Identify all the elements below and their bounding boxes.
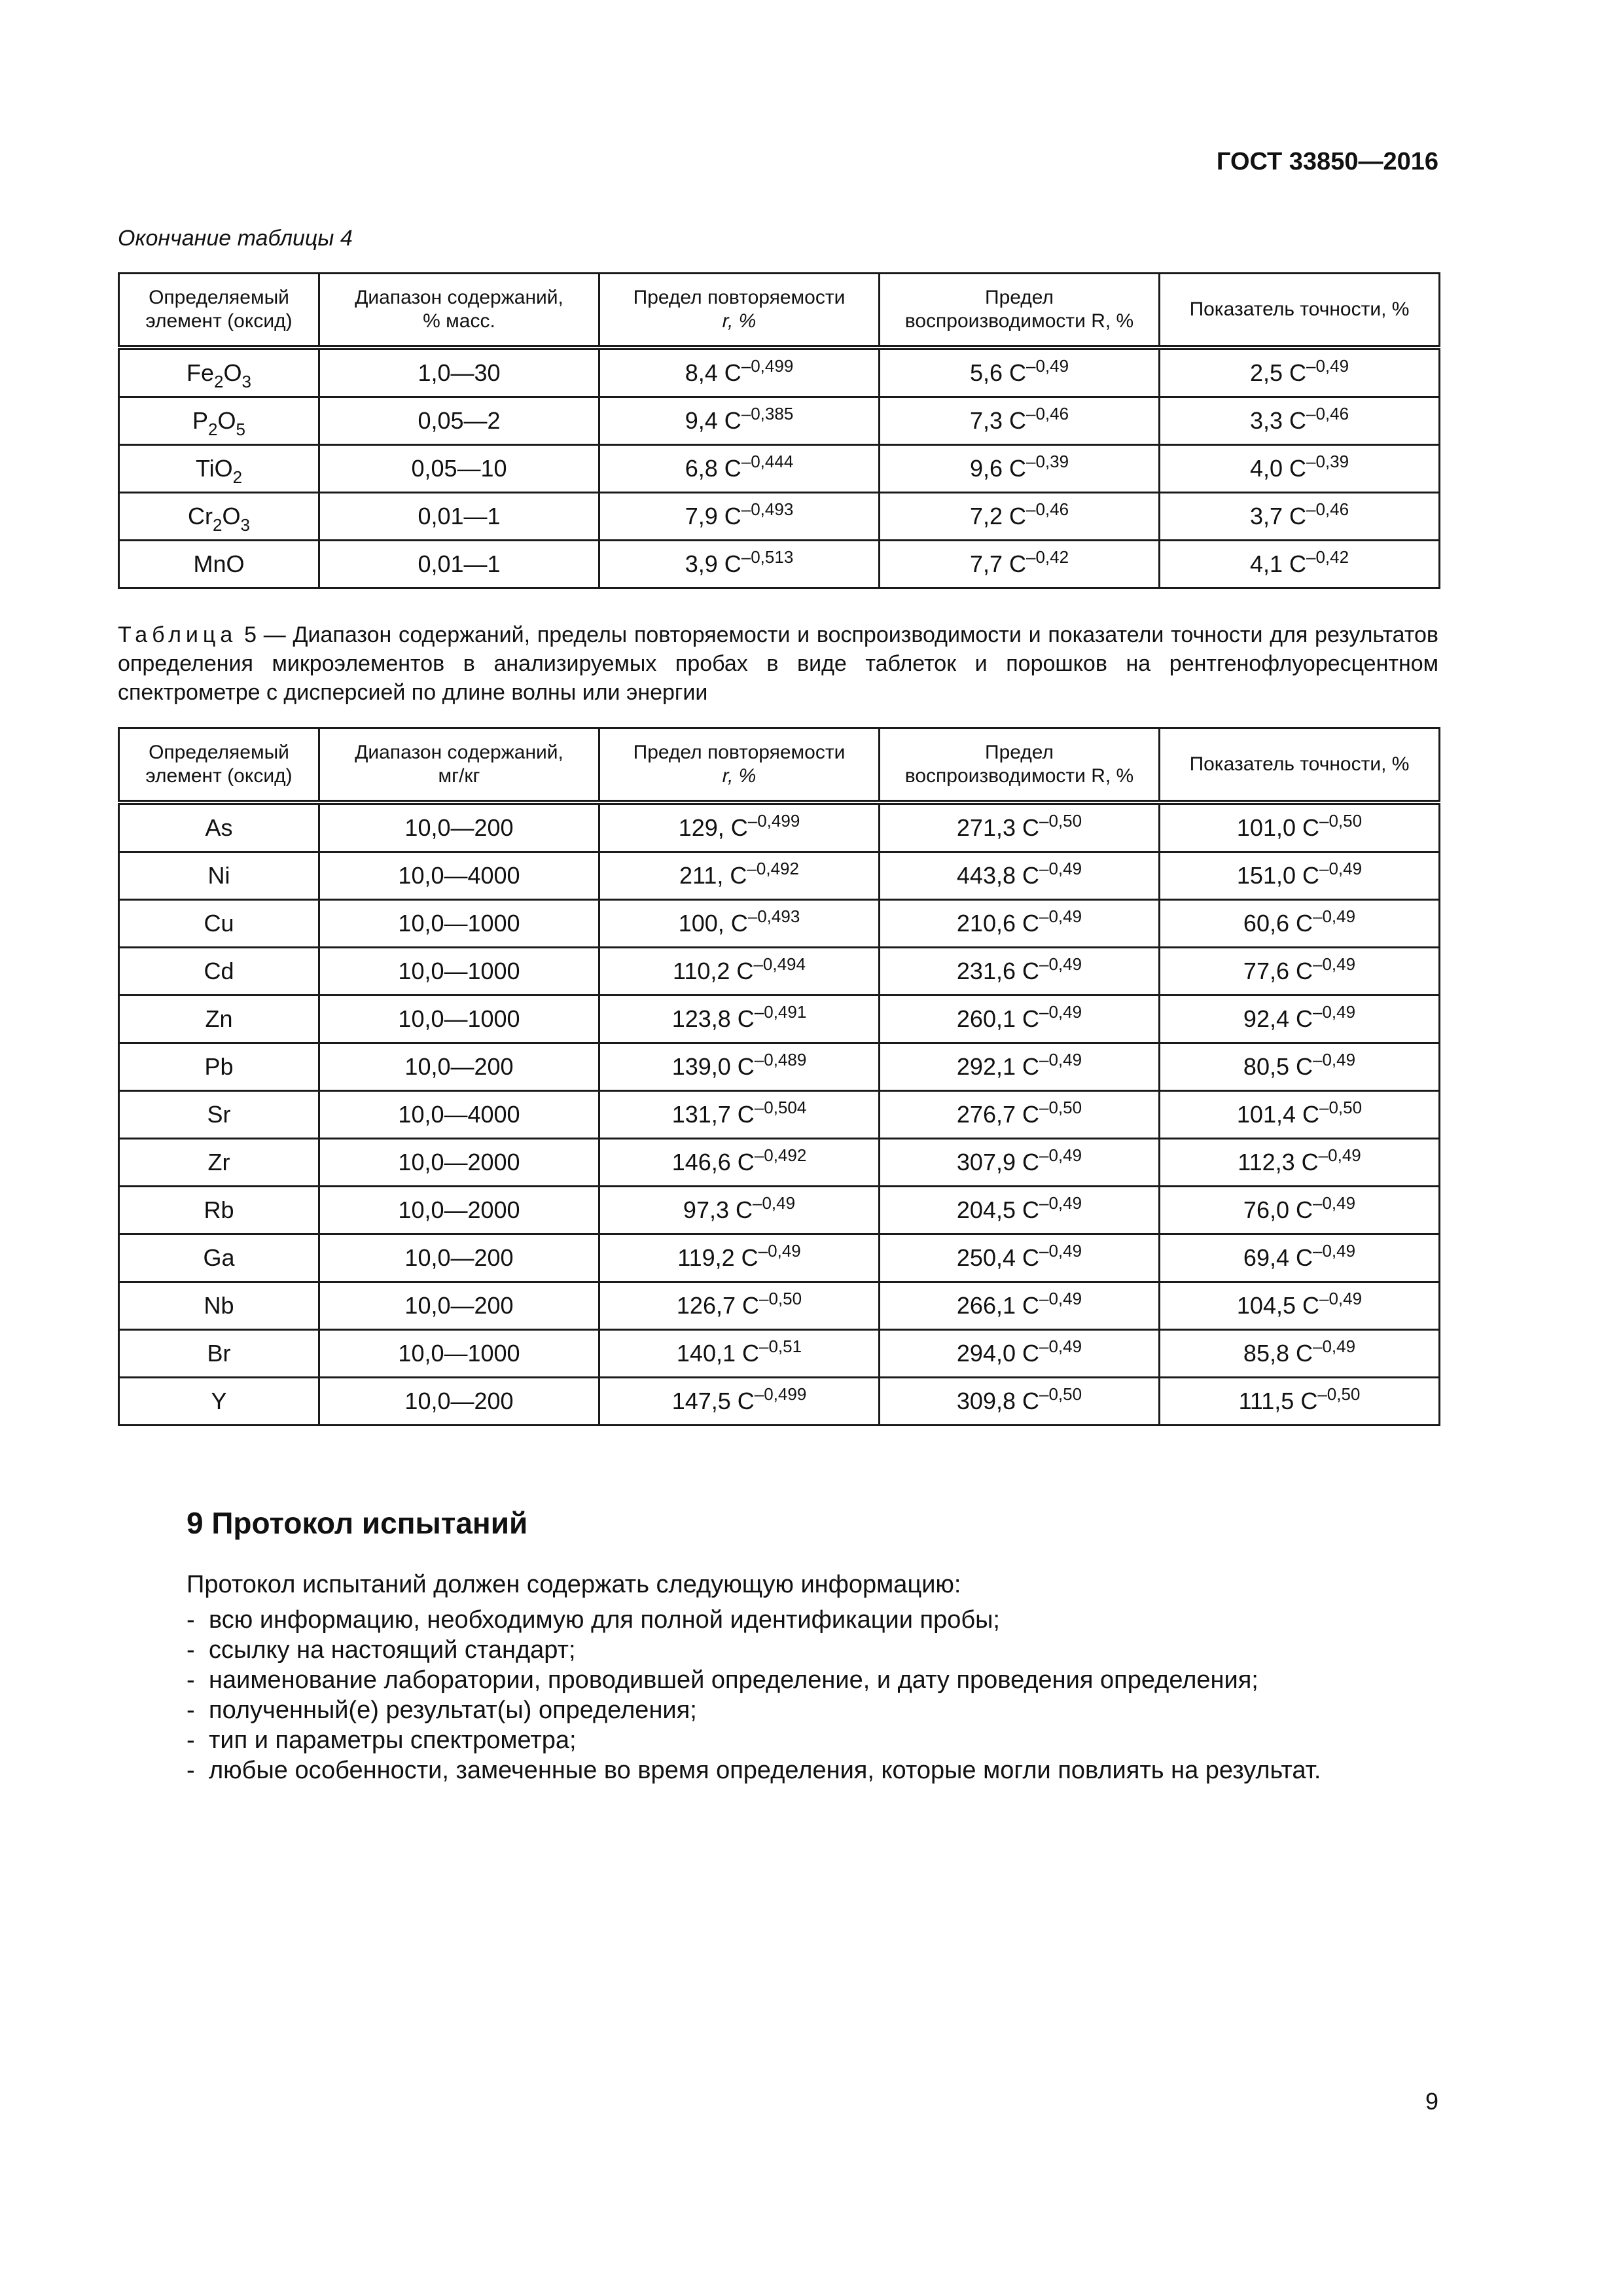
value-exponent: –0,493	[741, 499, 794, 519]
value-exponent: –0,50	[1039, 1384, 1082, 1404]
value-exponent: –0,49	[1313, 1336, 1356, 1356]
element-text: Nb	[204, 1292, 234, 1319]
accuracy-cell	[1160, 802, 1440, 852]
accuracy-cell	[1160, 1091, 1440, 1139]
value-base: 119,2 C	[677, 1244, 758, 1271]
accuracy-cell	[1160, 348, 1440, 397]
repeatability-cell	[599, 397, 880, 445]
table-row	[119, 900, 1440, 948]
value-base: 123,8 C	[671, 1005, 755, 1032]
value-exponent: –0,49	[1313, 1241, 1356, 1261]
value-base: 92,4 C	[1243, 1005, 1313, 1032]
value-exponent: –0,49	[758, 1241, 801, 1261]
value-base: 112,3 C	[1238, 1149, 1319, 1175]
accuracy-cell	[1160, 948, 1440, 996]
range-cell: 10,0—1000	[319, 996, 599, 1043]
value-exponent: –0,49	[1313, 1193, 1356, 1213]
col-header-reproducibility: Предел воспроизводимости R, %	[880, 274, 1160, 348]
value-exponent: –0,49	[1313, 1002, 1356, 1022]
value-base: 250,4 C	[956, 1244, 1039, 1271]
table-row	[119, 1282, 1440, 1330]
repeatability-cell	[599, 348, 880, 397]
table-row	[119, 948, 1440, 996]
repeatability-cell	[599, 493, 880, 541]
element-text: O	[217, 407, 236, 434]
value-base: 266,1 C	[956, 1292, 1039, 1319]
col-header-range: Диапазон содержаний, мг/кг	[319, 728, 599, 803]
value-exponent: –0,499	[747, 811, 800, 831]
accuracy-cell	[1160, 996, 1440, 1043]
value-base: 146,6 C	[671, 1149, 755, 1175]
value-base: 3,7 C	[1249, 503, 1306, 529]
subscript: 3	[241, 372, 251, 391]
reproducibility-cell	[880, 445, 1160, 493]
value-exponent: –0,499	[741, 356, 794, 376]
table-row	[119, 996, 1440, 1043]
range-cell: 0,05—10	[319, 445, 599, 493]
accuracy-cell	[1160, 1330, 1440, 1378]
element-text: Zr	[207, 1149, 230, 1175]
range-cell: 10,0—4000	[319, 852, 599, 900]
list-item	[187, 1635, 1321, 1665]
value-exponent: –0,49	[1313, 1050, 1356, 1069]
value-exponent: –0,42	[1026, 547, 1069, 567]
range-cell: 1,0—30	[319, 348, 599, 397]
document-header: ГОСТ 33850—2016	[1216, 148, 1438, 175]
reproducibility-cell	[880, 996, 1160, 1043]
col-header-element: Определяемый элемент (оксид)	[119, 728, 319, 803]
table-row	[119, 348, 1440, 397]
range-cell: 10,0—200	[319, 1234, 599, 1282]
value-base: 139,0 C	[671, 1053, 755, 1080]
accuracy-cell	[1160, 1234, 1440, 1282]
value-exponent: –0,50	[1319, 1098, 1363, 1117]
table-row	[119, 397, 1440, 445]
table-row	[119, 1139, 1440, 1187]
reproducibility-cell	[880, 1234, 1160, 1282]
element-cell	[119, 1043, 319, 1091]
element-text: TiO	[195, 455, 233, 482]
element-text: MnO	[193, 550, 245, 577]
value-base: 5,6 C	[969, 359, 1026, 386]
subscript: 5	[236, 420, 245, 439]
element-text: Fe	[187, 359, 215, 386]
element-text: Br	[207, 1340, 231, 1367]
element-text: Cu	[204, 910, 234, 937]
list-dash: -	[187, 1636, 195, 1664]
table-row	[119, 1091, 1440, 1139]
value-exponent: –0,494	[753, 954, 806, 974]
repeatability-cell	[599, 1378, 880, 1426]
range-cell: 10,0—1000	[319, 948, 599, 996]
value-base: 3,9 C	[685, 550, 741, 577]
page-number: 9	[1425, 2088, 1438, 2115]
accuracy-cell	[1160, 397, 1440, 445]
range-cell: 10,0—200	[319, 802, 599, 852]
value-base: 309,8 C	[956, 1388, 1039, 1414]
value-exponent: –0,46	[1026, 404, 1069, 423]
list-item	[187, 1665, 1321, 1695]
value-exponent: –0,49	[1039, 906, 1082, 926]
value-base: 7,7 C	[969, 550, 1026, 577]
range-cell: 10,0—2000	[319, 1139, 599, 1187]
value-exponent: –0,49	[1039, 1050, 1082, 1069]
value-base: 307,9 C	[956, 1149, 1039, 1175]
value-exponent: –0,46	[1026, 499, 1069, 519]
value-exponent: –0,42	[1306, 547, 1349, 567]
reproducibility-cell	[880, 1282, 1160, 1330]
reproducibility-cell	[880, 900, 1160, 948]
table-row	[119, 1187, 1440, 1234]
reproducibility-cell	[880, 1330, 1160, 1378]
value-base: 131,7 C	[671, 1101, 755, 1128]
repeatability-cell	[599, 802, 880, 852]
element-cell	[119, 397, 319, 445]
value-base: 80,5 C	[1243, 1053, 1313, 1080]
list-item-text: ссылку на настоящий стандарт;	[209, 1636, 576, 1664]
value-base: 231,6 C	[956, 958, 1039, 984]
accuracy-cell	[1160, 1378, 1440, 1426]
repeatability-cell	[599, 445, 880, 493]
list-item-text: полученный(е) результат(ы) определения;	[209, 1696, 697, 1724]
value-exponent: –0,492	[754, 1145, 807, 1165]
value-base: 7,3 C	[969, 407, 1026, 434]
value-exponent: –0,50	[1039, 1098, 1082, 1117]
value-exponent: –0,489	[754, 1050, 807, 1069]
table-row	[119, 1330, 1440, 1378]
list-item	[187, 1725, 1321, 1755]
element-cell	[119, 1139, 319, 1187]
list-item-text: тип и параметры спектрометра;	[209, 1727, 577, 1754]
repeatability-cell	[599, 1139, 880, 1187]
value-exponent: –0,49	[1039, 1193, 1082, 1213]
value-exponent: –0,50	[1319, 811, 1363, 831]
subscript: 2	[213, 515, 223, 535]
element-cell	[119, 948, 319, 996]
element-cell	[119, 1234, 319, 1282]
value-exponent: –0,49	[1039, 859, 1082, 878]
range-cell: 10,0—4000	[319, 1091, 599, 1139]
value-exponent: –0,51	[759, 1336, 802, 1356]
reproducibility-cell	[880, 948, 1160, 996]
table-row	[119, 541, 1440, 588]
value-base: 104,5 C	[1236, 1292, 1319, 1319]
col-header-repeatability: Предел повторяемости r, %	[599, 274, 880, 348]
value-base: 211, C	[679, 862, 747, 889]
range-cell: 10,0—200	[319, 1378, 599, 1426]
element-cell	[119, 852, 319, 900]
value-base: 101,4 C	[1236, 1101, 1319, 1128]
element-text: As	[205, 814, 233, 841]
accuracy-cell	[1160, 900, 1440, 948]
range-cell: 0,01—1	[319, 493, 599, 541]
element-text: O	[222, 503, 241, 529]
value-base: 271,3 C	[956, 814, 1039, 841]
value-exponent: –0,49	[1318, 1145, 1361, 1165]
element-text: Sr	[207, 1101, 231, 1128]
value-base: 151,0 C	[1236, 862, 1319, 889]
element-cell	[119, 445, 319, 493]
value-exponent: –0,46	[1306, 404, 1349, 423]
repeatability-cell	[599, 852, 880, 900]
repeatability-cell	[599, 996, 880, 1043]
value-base: 204,5 C	[956, 1196, 1039, 1223]
value-exponent: –0,49	[1313, 954, 1356, 974]
table5-header-row	[119, 728, 1440, 803]
list-dash: -	[187, 1606, 195, 1634]
value-base: 129, C	[678, 814, 748, 841]
value-base: 140,1 C	[676, 1340, 759, 1367]
range-cell: 0,05—2	[319, 397, 599, 445]
value-base: 100, C	[678, 910, 748, 937]
element-cell	[119, 348, 319, 397]
table5-caption-label: Таблица	[118, 622, 238, 647]
list-dash: -	[187, 1666, 195, 1694]
value-base: 126,7 C	[676, 1292, 759, 1319]
list-item	[187, 1605, 1321, 1635]
accuracy-cell	[1160, 1043, 1440, 1091]
reproducibility-cell	[880, 1378, 1160, 1426]
subscript: 2	[214, 372, 224, 391]
element-text: Y	[211, 1388, 227, 1414]
value-base: 101,0 C	[1236, 814, 1319, 841]
element-text: Rb	[204, 1196, 234, 1223]
table5	[118, 727, 1440, 1426]
value-base: 4,0 C	[1249, 455, 1306, 482]
value-base: 260,1 C	[956, 1005, 1039, 1032]
table-row	[119, 1378, 1440, 1426]
col-header-range: Диапазон содержаний, % масс.	[319, 274, 599, 348]
col-header-accuracy: Показатель точности, %	[1160, 728, 1440, 803]
value-base: 9,4 C	[685, 407, 741, 434]
reproducibility-cell	[880, 1139, 1160, 1187]
list-item-text: всю информацию, необходимую для полной идентификации пробы;	[209, 1606, 1000, 1634]
value-exponent: –0,39	[1026, 452, 1069, 471]
element-text: Cd	[204, 958, 234, 984]
value-exponent: –0,49	[1039, 1241, 1082, 1261]
value-exponent: –0,49	[1039, 954, 1082, 974]
element-cell	[119, 541, 319, 588]
reproducibility-cell	[880, 1187, 1160, 1234]
section-9-list	[187, 1605, 1321, 1785]
reproducibility-cell	[880, 541, 1160, 588]
value-exponent: –0,49	[1039, 1336, 1082, 1356]
table-row	[119, 493, 1440, 541]
value-exponent: –0,513	[741, 547, 794, 567]
table-row	[119, 802, 1440, 852]
value-exponent: –0,49	[1306, 356, 1349, 376]
value-base: 76,0 C	[1243, 1196, 1313, 1223]
reproducibility-cell	[880, 1043, 1160, 1091]
range-cell: 10,0—1000	[319, 900, 599, 948]
value-base: 276,7 C	[956, 1101, 1039, 1128]
reproducibility-cell	[880, 802, 1160, 852]
reproducibility-cell	[880, 397, 1160, 445]
list-dash: -	[187, 1757, 195, 1784]
element-cell	[119, 996, 319, 1043]
list-item	[187, 1695, 1321, 1725]
value-exponent: –0,499	[754, 1384, 807, 1404]
element-text: Zn	[205, 1005, 233, 1032]
accuracy-cell	[1160, 852, 1440, 900]
value-base: 60,6 C	[1243, 910, 1313, 937]
repeatability-cell	[599, 541, 880, 588]
col-header-element: Определяемый элемент (оксид)	[119, 274, 319, 348]
value-base: 110,2 C	[673, 958, 754, 984]
value-base: 3,3 C	[1249, 407, 1306, 434]
value-base: 6,8 C	[685, 455, 741, 482]
element-text: Ni	[207, 862, 230, 889]
element-cell	[119, 1091, 319, 1139]
list-item-text: любые особенности, замеченные во время определения, которые могли повлиять на результат.	[209, 1757, 1321, 1784]
table4	[118, 272, 1440, 589]
list-item	[187, 1755, 1321, 1785]
value-base: 7,2 C	[969, 503, 1026, 529]
value-base: 69,4 C	[1243, 1244, 1313, 1271]
range-cell: 0,01—1	[319, 541, 599, 588]
table4-header-row	[119, 274, 1440, 348]
value-exponent: –0,49	[753, 1193, 796, 1213]
repeatability-cell	[599, 948, 880, 996]
table-row	[119, 852, 1440, 900]
value-exponent: –0,491	[754, 1002, 807, 1022]
value-exponent: –0,504	[754, 1098, 807, 1117]
element-cell	[119, 802, 319, 852]
repeatability-cell	[599, 1091, 880, 1139]
section-9-intro: Протокол испытаний должен содержать следующую информацию:	[187, 1571, 961, 1598]
list-dash: -	[187, 1727, 195, 1754]
table-row	[119, 1234, 1440, 1282]
value-exponent: –0,39	[1306, 452, 1349, 471]
accuracy-cell	[1160, 493, 1440, 541]
accuracy-cell	[1160, 1282, 1440, 1330]
col-header-reproducibility: Предел воспроизводимости R, %	[880, 728, 1160, 803]
repeatability-cell	[599, 1187, 880, 1234]
element-text: P	[192, 407, 209, 434]
element-text: Ga	[203, 1244, 235, 1271]
table-row	[119, 445, 1440, 493]
col-header-repeatability: Предел повторяемости r, %	[599, 728, 880, 803]
table5-caption	[118, 620, 1438, 707]
value-base: 4,1 C	[1249, 550, 1306, 577]
value-base: 292,1 C	[956, 1053, 1039, 1080]
value-exponent: –0,49	[1313, 906, 1356, 926]
value-base: 147,5 C	[671, 1388, 755, 1414]
accuracy-cell	[1160, 445, 1440, 493]
value-exponent: –0,49	[1319, 859, 1363, 878]
range-cell: 10,0—200	[319, 1043, 599, 1091]
reproducibility-cell	[880, 348, 1160, 397]
value-base: 2,5 C	[1249, 359, 1306, 386]
list-dash: -	[187, 1696, 195, 1724]
value-exponent: –0,50	[1039, 811, 1082, 831]
subscript: 2	[232, 467, 243, 487]
element-cell	[119, 900, 319, 948]
value-exponent: –0,49	[1039, 1289, 1082, 1308]
repeatability-cell	[599, 1330, 880, 1378]
element-text: Pb	[204, 1053, 234, 1080]
list-item-text: наименование лаборатории, проводившей определение, и дату проведения определения;	[209, 1666, 1258, 1694]
value-base: 77,6 C	[1243, 958, 1313, 984]
value-exponent: –0,49	[1039, 1002, 1082, 1022]
value-exponent: –0,49	[1039, 1145, 1082, 1165]
value-exponent: –0,492	[747, 859, 799, 878]
accuracy-cell	[1160, 1139, 1440, 1187]
value-exponent: –0,49	[1026, 356, 1069, 376]
repeatability-cell	[599, 1234, 880, 1282]
element-cell	[119, 1330, 319, 1378]
value-exponent: –0,493	[747, 906, 800, 926]
reproducibility-cell	[880, 493, 1160, 541]
value-exponent: –0,50	[1317, 1384, 1361, 1404]
subscript: 2	[208, 420, 218, 439]
range-cell: 10,0—200	[319, 1282, 599, 1330]
element-text: Cr	[188, 503, 213, 529]
element-cell	[119, 1378, 319, 1426]
value-exponent: –0,385	[741, 404, 794, 423]
section-9-title: 9 Протокол испытаний	[187, 1506, 528, 1540]
element-cell	[119, 493, 319, 541]
value-base: 85,8 C	[1243, 1340, 1313, 1367]
table4-continuation-caption: Окончание таблицы 4	[118, 226, 353, 251]
value-base: 111,5 C	[1238, 1388, 1318, 1414]
value-base: 97,3 C	[683, 1196, 753, 1223]
value-exponent: –0,49	[1319, 1289, 1363, 1308]
repeatability-cell	[599, 1043, 880, 1091]
value-base: 443,8 C	[956, 862, 1039, 889]
element-cell	[119, 1187, 319, 1234]
value-base: 9,6 C	[969, 455, 1026, 482]
value-exponent: –0,50	[759, 1289, 802, 1308]
value-base: 294,0 C	[956, 1340, 1039, 1367]
value-base: 210,6 C	[956, 910, 1039, 937]
table5-caption-text: 5 — Диапазон содержаний, пределы повторяемости и воспроизводимости и показатели точности для результатов определения микроэлементов в анализируемых пробах в виде таблеток и порошков на рентгенофлуоресцентном спектрометре с дисперсией по длине волны или энергии	[118, 622, 1438, 705]
col-header-accuracy: Показатель точности, %	[1160, 274, 1440, 348]
table-row	[119, 1043, 1440, 1091]
value-exponent: –0,46	[1306, 499, 1349, 519]
range-cell: 10,0—1000	[319, 1330, 599, 1378]
reproducibility-cell	[880, 1091, 1160, 1139]
subscript: 3	[240, 515, 250, 535]
repeatability-cell	[599, 900, 880, 948]
element-cell	[119, 1282, 319, 1330]
value-base: 8,4 C	[685, 359, 741, 386]
element-text: O	[223, 359, 242, 386]
value-exponent: –0,444	[741, 452, 794, 471]
repeatability-cell	[599, 1282, 880, 1330]
value-base: 7,9 C	[685, 503, 741, 529]
accuracy-cell	[1160, 541, 1440, 588]
range-cell: 10,0—2000	[319, 1187, 599, 1234]
reproducibility-cell	[880, 852, 1160, 900]
accuracy-cell	[1160, 1187, 1440, 1234]
